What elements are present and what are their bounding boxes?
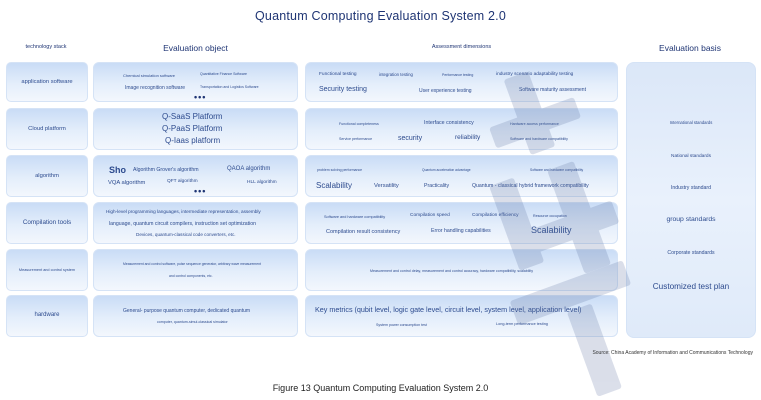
- object-item: Sho: [109, 165, 126, 175]
- row-label: algorithm: [35, 173, 59, 179]
- dimension-item: System power consumption test: [376, 323, 427, 327]
- dimension-cell: [305, 155, 618, 197]
- dimension-item: Software and hardware compatibility: [324, 215, 386, 219]
- basis-item: International standards: [669, 120, 713, 125]
- dimension-item: Service performance: [339, 137, 373, 141]
- basis-item: Corporate standards: [667, 250, 715, 256]
- object-item: HLL algorithm: [247, 180, 277, 185]
- dimension-item: Measurement and control delay, measurement and control accuracy, hardware compatibility, scalability: [370, 269, 533, 273]
- object-cell: [93, 202, 298, 244]
- object-item: Image recognition software: [125, 85, 186, 91]
- diagram-title: Quantum Computing Evaluation System 2.0: [255, 9, 506, 23]
- dimension-item: Functional completeness: [339, 122, 379, 126]
- object-item: Transportation and Logistics Software: [200, 85, 259, 89]
- basis-item: group standards: [666, 216, 716, 223]
- basis-item: Customized test plan: [652, 282, 730, 291]
- dimension-item: Functional testing: [319, 72, 357, 77]
- dimension-cell: [305, 295, 618, 337]
- dimension-item: problem solving performance: [317, 168, 363, 172]
- dimension-item: Resource occupation: [533, 214, 567, 218]
- object-cell: [93, 62, 298, 102]
- dimension-item: Scalability: [531, 225, 572, 235]
- dimension-item: security: [398, 135, 423, 142]
- dimension-item: User experience testing: [419, 88, 472, 94]
- header-evaluation-object: Evaluation object: [163, 43, 228, 53]
- dimension-item: Versatility: [374, 183, 399, 189]
- row-label-cell: [6, 62, 88, 102]
- object-item: language, quantum circuit compilers, instruction set optimization: [109, 221, 257, 227]
- object-cell: [93, 249, 298, 291]
- dimension-item: Compilation efficiency: [472, 213, 519, 218]
- dimension-item: Key metrics (qubit level, logic gate level, circuit level, system level, application level): [315, 305, 582, 314]
- header-assessment-dimensions: Assessment dimensions: [431, 44, 492, 50]
- header-technology-stack: technology stack: [25, 44, 67, 50]
- evaluation-basis-panel: [626, 62, 756, 338]
- object-item: Algorithm Grover's algorithm: [133, 167, 199, 173]
- dimension-item: Quantum - classical hybrid framework compatibility: [472, 183, 589, 189]
- dimension-item: Software and hardware compatibility: [530, 168, 584, 172]
- object-item: VQA algorithm: [108, 180, 146, 186]
- row-label-cell: [6, 108, 88, 150]
- object-item: computer, quantum-simul-classical simulator: [157, 320, 228, 324]
- object-cell: [93, 108, 298, 150]
- object-item: Devices, quantum-classical code converters, etc.: [136, 232, 236, 237]
- basis-item: Industry standard: [670, 185, 712, 191]
- dimension-item: Quantum acceleration advantage: [422, 168, 471, 172]
- object-item: QFT algorithm: [167, 179, 198, 184]
- basis-item: National standards: [671, 154, 711, 159]
- object-item: Quantitative Finance Software: [200, 72, 247, 76]
- dimension-item: Scalability: [316, 181, 353, 190]
- dimension-item: integration testing: [379, 72, 413, 77]
- header-evaluation-basis: Evaluation basis: [659, 43, 721, 53]
- row-label: Compilation tools: [22, 219, 72, 226]
- object-item: General- purpose quantum computer, dedicated quantum: [123, 308, 251, 314]
- dimension-item: reliability: [455, 134, 481, 141]
- object-item: Q-PaaS Platform: [162, 124, 223, 133]
- dimension-item: Long-term performance testing: [496, 322, 548, 326]
- dimension-item: Compilation result consistency: [326, 229, 401, 235]
- row-label-cell: [6, 202, 88, 244]
- dimension-item: Error handling capabilities: [431, 228, 491, 234]
- dimension-item: industry scenario adaptability testing: [496, 72, 574, 77]
- row-label-cell: [6, 295, 88, 337]
- source-note: Source: China Academy of Information and Communications Technology: [592, 350, 753, 356]
- object-cell: [93, 155, 298, 197]
- dimension-item: Compilation speed: [410, 213, 450, 218]
- dimension-item: Software and hardware compatibility: [510, 137, 568, 141]
- dimension-cell: [305, 249, 618, 291]
- object-item: Q-SaaS Platform: [162, 112, 223, 121]
- row-label: hardware: [34, 312, 60, 318]
- object-cell: [93, 295, 298, 337]
- row-label-cell: [6, 155, 88, 197]
- row-label-cell: [6, 249, 88, 291]
- dimension-cell: [305, 202, 618, 244]
- object-item: Q-Iaas platform: [165, 136, 221, 145]
- row-label: Cloud platform: [28, 126, 66, 132]
- object-item: High-level programming languages, intermediate representation, assembly: [106, 209, 261, 214]
- object-item: Measurement and control software, pulse sequence generator, arbitrary wave measurement: [123, 262, 261, 266]
- object-item: and control components, etc.: [169, 274, 213, 278]
- object-item: Chemical simulation software: [123, 73, 176, 78]
- row-label: Measurement and control system: [18, 268, 76, 272]
- dimension-item: Practicality: [424, 183, 450, 189]
- more-items: •••: [194, 92, 207, 102]
- dimension-item: Software maturity assessment: [519, 87, 586, 93]
- dimension-item: Security testing: [319, 86, 367, 93]
- dimension-item: Hardware access performance: [510, 122, 559, 126]
- dimension-cell: [305, 108, 618, 150]
- dimension-item: Interface consistency: [424, 120, 474, 126]
- figure-caption: Figure 13 Quantum Computing Evaluation System 2.0: [272, 383, 489, 393]
- object-item: QAOA algorithm: [227, 166, 271, 172]
- row-label: application software: [21, 79, 73, 85]
- more-items: •••: [194, 186, 207, 196]
- dimension-item: Performance testing: [442, 73, 474, 77]
- dimension-cell: [305, 62, 618, 102]
